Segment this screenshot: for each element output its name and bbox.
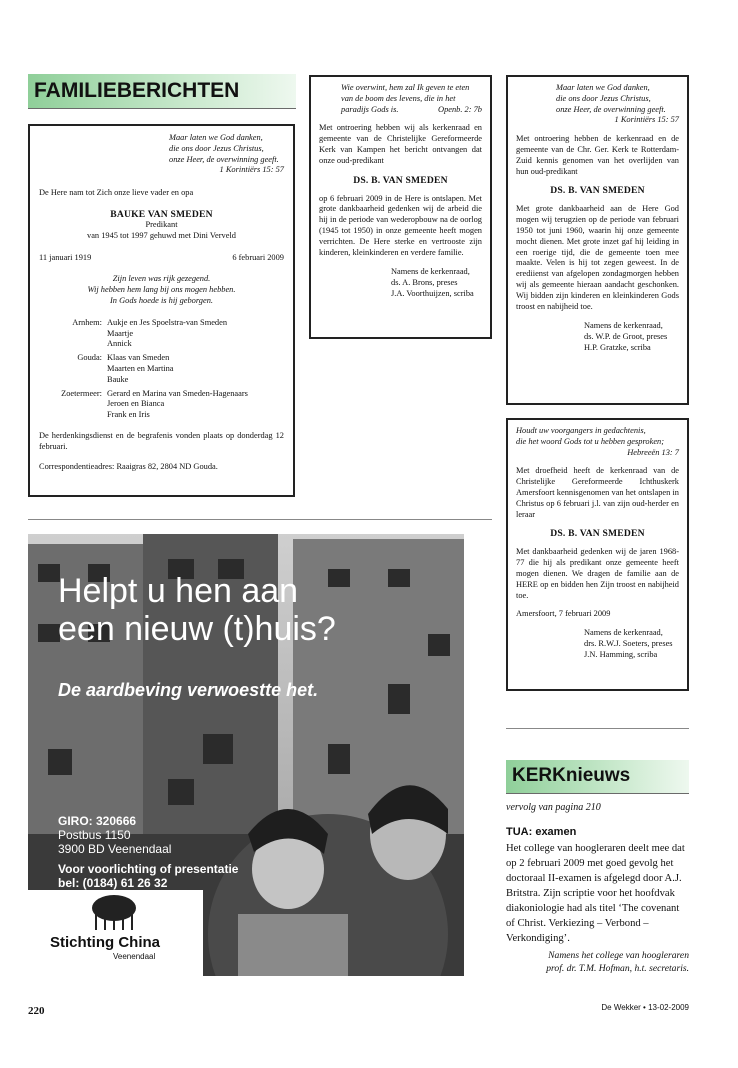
family-group (39, 353, 284, 385)
signature-line: drs. R.W.J. Soeters, preses (584, 638, 673, 648)
signature-line: J.A. Voorthuijzen, scriba (391, 288, 474, 298)
quote-line: Houdt uw voorgangers in gedachtenis, (516, 426, 646, 435)
quote-reference: 1 Korintiërs 15: 57 (219, 165, 284, 175)
family-list (39, 318, 284, 421)
signature-line: ds. A. Brons, preses (391, 278, 458, 288)
signature-line: H.P. Gratzke, scriba (584, 342, 651, 352)
family-name: Jeroen en Bianca (107, 399, 165, 409)
quote-line: onze Heer, de overwinning geeft. (169, 154, 279, 164)
quote-line: Maar laten we God danken, (556, 83, 650, 92)
kerknieuws-title: KERKnieuws (512, 765, 631, 786)
signature-line: Namens de kerkenraad, (584, 628, 663, 638)
divider (506, 728, 689, 729)
signature-line: Namens de kerkenraad, (584, 321, 663, 331)
family-group (39, 318, 284, 350)
quote-line: die het woord Gods tot u hebben gesproken; (516, 436, 665, 446)
service-info: De herdenkingsdienst en de begrafenis vonden plaats op donderdag 12 februari. (39, 430, 284, 451)
family-name: Annick (107, 339, 132, 349)
family-name: Aukje en Jes Spoelstra-van Smeden (107, 317, 228, 327)
verse-line: In Gods hoede is hij geborgen. (110, 295, 213, 305)
signature-line: ds. W.P. de Groot, preses (584, 332, 668, 342)
quote-line: die ons door Jezus Christus, (556, 93, 651, 103)
deceased-name: BAUKE VAN SMEDEN (110, 208, 213, 220)
quote-line: paradijs Gods is. (341, 104, 399, 114)
section-title: FAMILIEBERICHTEN (34, 79, 240, 102)
people-logo-icon (84, 894, 144, 932)
news-body: Het college van hoogleraren deelt mee dat op 2 februari 2009 met goed gevolg het doctoraal II-examen is afgelegd door A.J. Britstra. Zijn scriptie voor het hoofdvak diakoniologie had als titel ‘The covenant of Christ. Verkiezing – Verbond – Verkondiging’. (506, 843, 685, 944)
verse-line: Zijn leven was rijk gezegend. (112, 274, 211, 284)
signature-line: prof. dr. T.M. Hofman, h.t. secretaris. (546, 963, 689, 974)
page-number: 220 (28, 1005, 45, 1017)
kerknieuws-header (506, 760, 689, 794)
quote-line: onze Heer, de overwinning geeft. (556, 104, 666, 114)
ad-org-city: Veenendaal (113, 952, 156, 961)
death-notice-family (28, 124, 295, 497)
family-place: Zoetermeer: (61, 388, 102, 398)
quote-reference: Openb. 2: 7b (438, 104, 482, 114)
correspondence-address: Correspondentieadres: Raaigras 82, 2804 ND Gouda. (39, 461, 218, 471)
family-group (39, 389, 284, 421)
deceased-name: DS. B. VAN SMEDEN (550, 528, 645, 540)
notice-intro: Met ontroering hebben wij als kerkenraad en gemeente van de Christelijke Gereformeerde Kerk van Kampen het bericht ontvangen dat onze oud-predikant (319, 123, 482, 165)
quote-line: Wie overwint, hem zal Ik geven te eten (341, 83, 470, 92)
notice-intro: De Here nam tot Zich onze lieve vader en opa (39, 188, 194, 198)
family-name: Bauke (107, 374, 129, 384)
death-date: 6 februari 2009 (232, 252, 284, 262)
notice-body: Met dankbaarheid gedenken wij de jaren 1968-77 die hij als predikant onze gemeente heeft mogen dienen. We dragen de familie aan de HERE op en bidden hen Zijn troost en nabijheid toe. (516, 547, 679, 600)
ad-postbus: Postbus 1150 (58, 828, 131, 842)
ad-logo-panel (28, 890, 203, 976)
section-header (28, 74, 296, 109)
notice-body: Met grote dankbaarheid aan de Here God mogen wij terugzien op de periode van februari 1950 tot juni 1960, waarin hij onze gemeente mocht dienen. Met grote inzet gaf hij leiding in een roerige tijd, die de gemeente toen mee maakte. Velen is hij tot zegen geweest. In de erediienst van afgelopen zondagmorgen hebben wij als gemeente hieraan aandacht geschonken. Wij bidden zijn kinderen en kleinkinderen Gods troost en nabijheid toe. (516, 204, 679, 311)
family-name: Maartje (107, 328, 134, 338)
ad-headline (58, 572, 336, 648)
deceased-role: Predikant (145, 219, 178, 229)
family-name: Frank en Iris (107, 410, 150, 420)
notice-date: Amersfoort, 7 februari 2009 (516, 609, 611, 619)
ad-org-name: Stichting China (50, 934, 160, 951)
family-name: Maarten en Martina (107, 363, 174, 373)
divider (28, 519, 492, 520)
magazine-credit: De Wekker • 13-02-2009 (601, 1003, 689, 1012)
notice-intro: Met ontroering hebben de kerkenraad en de gemeente van de Chr. Ger. Kerk te Rotterdam-Zuid kennis genomen van het overlijden van hun oud-predikant (516, 134, 679, 176)
family-name: Gerard en Marina van Smeden-Hagenaars (107, 388, 248, 398)
family-place: Gouda: (77, 353, 102, 363)
notice-intro: Met droefheid heeft de kerkenraad van de Christelijke Gereformeerde Ichthuskerk Amersfoort kennisgenomen van het ontslapen in Christus op 6 februari j.l. van zijn oud-herder en leraar (516, 466, 679, 519)
ad-city: 3900 BD Veenendaal (58, 842, 172, 856)
ad-giro: GIRO: 320666 (58, 814, 137, 828)
quote-line: die ons door Jezus Christus, (169, 143, 264, 153)
marriage-line: van 1945 tot 1997 gehuwd met Dini Verveld (87, 230, 236, 240)
continued-note: vervolg van pagina 210 (506, 802, 601, 813)
deceased-name: DS. B. VAN SMEDEN (550, 185, 645, 197)
ad-headline-line: een nieuw (t)huis? (58, 610, 336, 648)
signature-line: Namens de kerkenraad, (391, 267, 470, 277)
quote-reference: 1 Korintiërs 15: 57 (614, 115, 679, 125)
church-notice-rotterdam (506, 75, 689, 405)
church-notice-amersfoort (506, 418, 689, 691)
signature-line: Namens het college van hoogleraren (548, 950, 689, 961)
family-name: Klaas van Smeden (107, 353, 170, 363)
quote-line: van de boom des levens, die in het (341, 93, 456, 103)
birth-date: 11 januari 1919 (39, 252, 92, 262)
quote-reference: Hebreeën 13: 7 (627, 447, 679, 457)
ad-subline: De aardbeving verwoestte het. (58, 680, 319, 700)
ad-phone: bel: (0184) 61 26 32 (58, 876, 168, 890)
family-place: Arnhem: (72, 317, 102, 327)
signature-line: J.N. Hamming, scriba (584, 649, 658, 659)
quote-line: Maar laten we God danken, (169, 133, 263, 142)
ad-info: Voor voorlichting of presentatie (58, 862, 239, 876)
news-signature (506, 949, 689, 975)
stichting-china-advertisement[interactable] (28, 534, 464, 976)
verse-line: Wij hebben hem lang bij ons mogen hebben. (87, 285, 236, 295)
deceased-name: DS. B. VAN SMEDEN (353, 174, 448, 186)
ad-contact (58, 814, 238, 890)
ad-headline-line: Helpt u hen aan (58, 572, 299, 610)
church-notice-kampen (309, 75, 492, 339)
news-heading: TUA: examen (506, 826, 577, 838)
notice-body: op 6 februari 2009 in de Here is ontslapen. Met grote dankbaarheid gedenken wij de arbeid die hij in de periode van wederopbouw na de oorlog (1945 tot 1950) in onze gemeente heeft mogen verrichten. De Here sterke en vertrooste zijn kinderen, kleinkinderen en verdere familie. (319, 193, 482, 257)
